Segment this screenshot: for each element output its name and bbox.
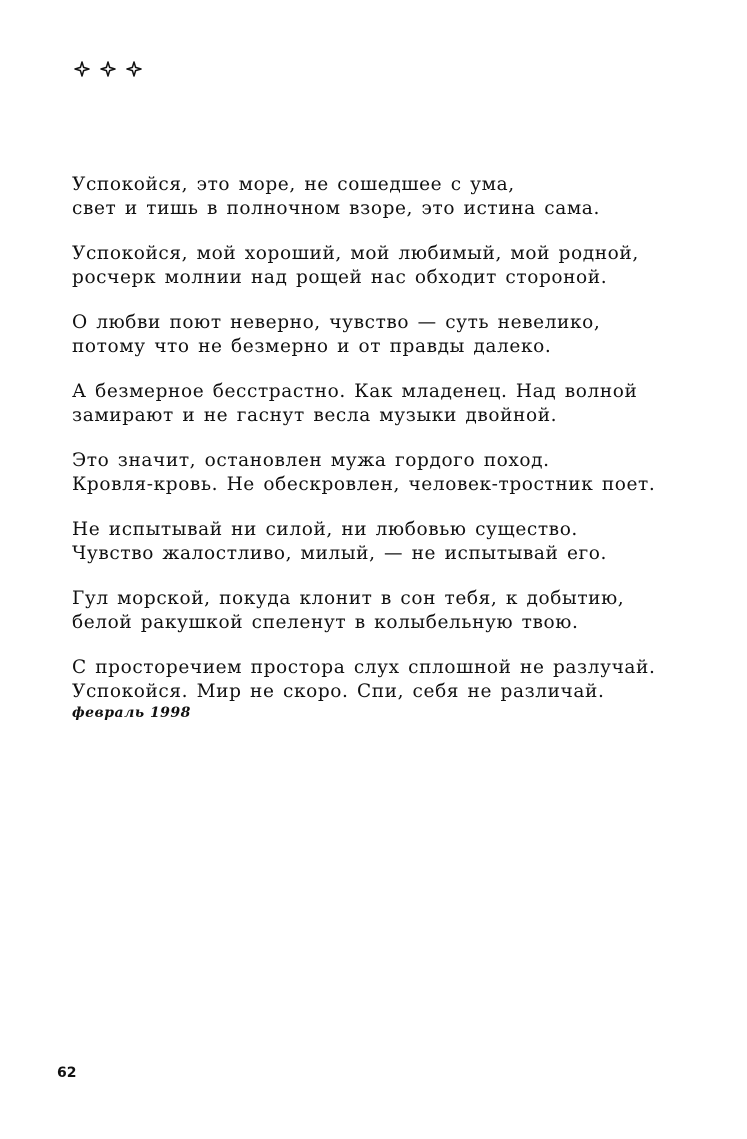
stanza-5 — [72, 449, 712, 497]
poem-line: замирают и не гаснут весла музыки двойной. — [72, 405, 558, 426]
stanza-2 — [72, 242, 712, 290]
stanza-7 — [72, 587, 712, 635]
four-point-star-icon — [126, 61, 142, 77]
poem-body — [72, 173, 712, 725]
poem-line: Это значит, остановлен мужа гордого поход. — [72, 450, 550, 471]
poem-line: Кровля-кровь. Не обескровлен, человек-тростник поет. — [72, 474, 656, 495]
poem-line: О любви поют неверно, чувство — суть невелико, — [72, 312, 601, 333]
poem-line: потому что не безмерно и от правды далеко. — [72, 336, 552, 357]
poem-line: белой ракушкой спеленут в колыбельную твою. — [72, 612, 579, 633]
four-point-star-icon — [74, 61, 90, 77]
stanza-3 — [72, 311, 712, 359]
stanza-8 — [72, 656, 712, 704]
stanza-ornament — [74, 61, 142, 77]
poem-line: Успокойся. Мир не скоро. Спи, себя не различай. — [72, 681, 605, 702]
poem-date: февраль 1998 — [72, 705, 191, 721]
poem-line: Успокойся, мой хороший, мой любимый, мой родной, — [72, 243, 639, 264]
poem-line: С просторечием простора слух сплошной не разлучай. — [72, 657, 656, 678]
poem-line: росчерк молнии над рощей нас обходит стороной. — [72, 267, 608, 288]
stanza-4 — [72, 380, 712, 428]
four-point-star-icon — [100, 61, 116, 77]
poem-line: Гул морской, покуда клонит в сон тебя, к добытию, — [72, 588, 625, 609]
poem-line: Чувство жалостливо, милый, — не испытывай его. — [72, 543, 608, 564]
stanza-6 — [72, 518, 712, 566]
poem-line: А безмерное бесстрастно. Как младенец. Над волной — [72, 381, 638, 402]
stanza-1 — [72, 173, 712, 221]
poem-line: Не испытывай ни силой, ни любовью существо. — [72, 519, 578, 540]
poem-line: свет и тишь в полночном взоре, это истина сама. — [72, 198, 600, 219]
page-number: 62 — [57, 1065, 77, 1081]
poem-line: Успокойся, это море, не сошедшее с ума, — [72, 174, 515, 195]
